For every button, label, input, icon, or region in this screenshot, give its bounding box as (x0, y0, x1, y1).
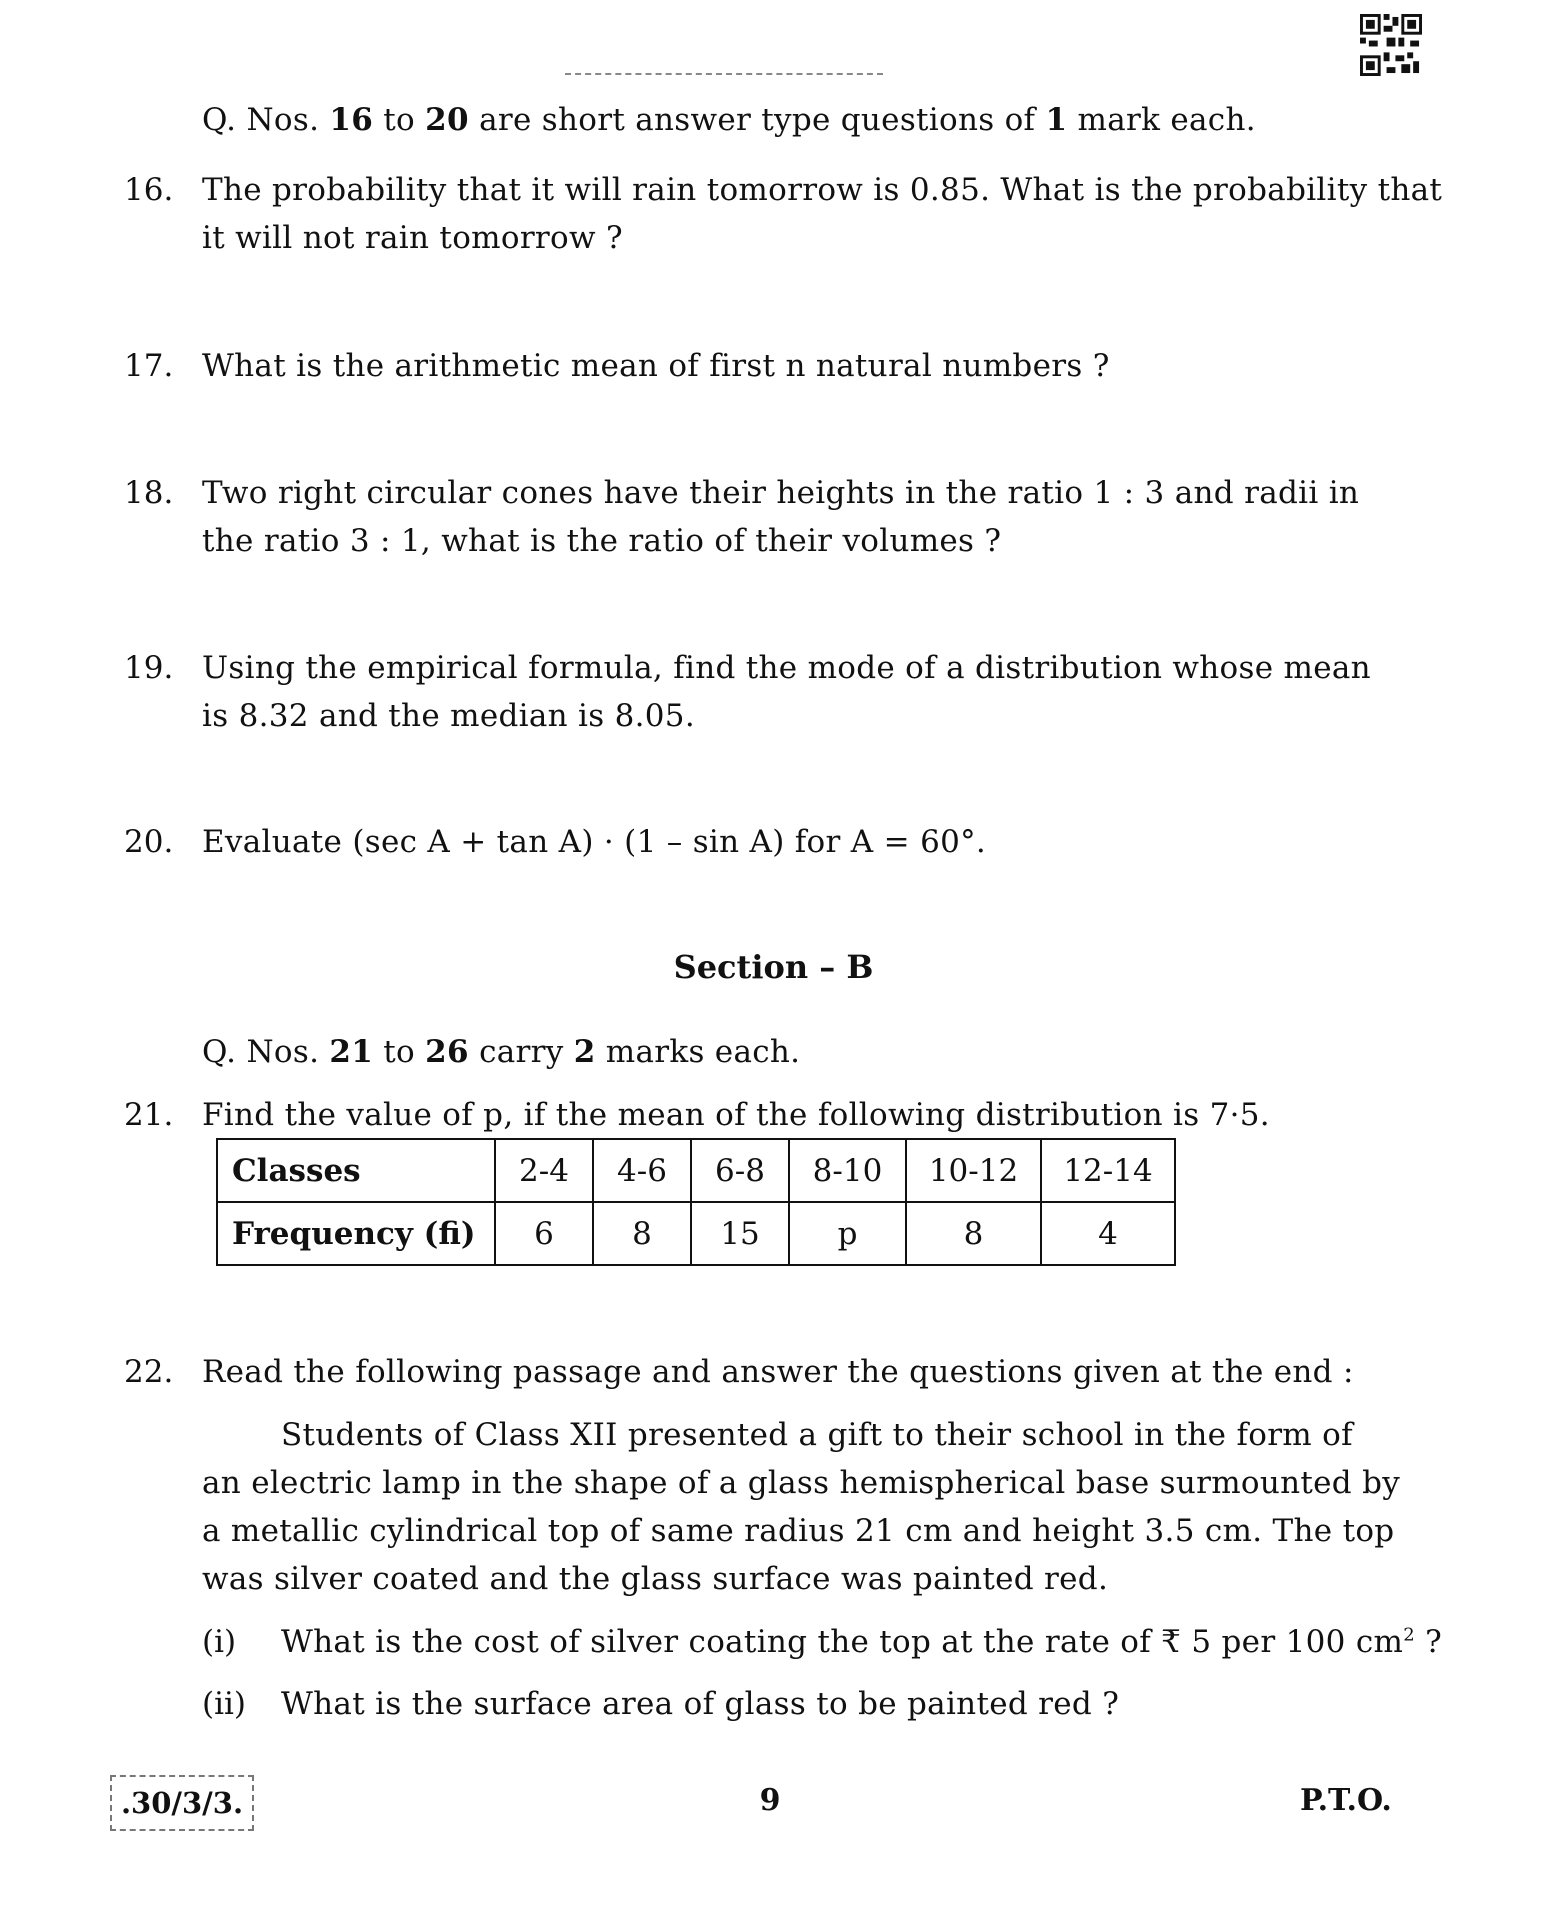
question-number: 16. (124, 172, 174, 208)
instruction-number: 2 (573, 1034, 596, 1070)
question-16-line-2: it will not rain tomorrow ? (202, 220, 623, 256)
sub-question-number: (ii) (202, 1686, 247, 1722)
question-number: 22. (124, 1354, 174, 1390)
table-cell: 2-4 (495, 1139, 593, 1202)
section-a-instruction (202, 96, 1256, 144)
question-number: 21. (124, 1097, 174, 1133)
table-row-header: Frequency (fi) (217, 1202, 495, 1265)
question-16-line-1: The probability that it will rain tomorrow is 0.85. What is the probability that (202, 172, 1443, 208)
instruction-text: carry (468, 1034, 574, 1070)
question-17-line-1: What is the arithmetic mean of first n natural numbers ? (202, 348, 1110, 384)
sub-question-ii: What is the surface area of glass to be painted red ? (281, 1686, 1120, 1722)
table-cell: 12-14 (1041, 1139, 1175, 1202)
passage-line-3: a metallic cylindrical top of same radius 21 cm and height 3.5 cm. The top (202, 1513, 1395, 1549)
instruction-text: Q. Nos. (202, 102, 330, 138)
table-cell: 4-6 (593, 1139, 691, 1202)
superscript: 2 (1403, 1624, 1415, 1646)
question-19-line-2: is 8.32 and the median is 8.05. (202, 698, 695, 734)
question-21-text: Find the value of p, if the mean of the following distribution is 7·5. (202, 1097, 1270, 1133)
table-row (217, 1139, 1175, 1202)
table-cell: 15 (691, 1202, 789, 1265)
question-number: 17. (124, 348, 174, 384)
table-cell: 6 (495, 1202, 593, 1265)
table-cell: 8 (906, 1202, 1041, 1265)
sub-question-number: (i) (202, 1624, 237, 1660)
instruction-number: 1 (1045, 102, 1068, 138)
instruction-number: 21 (329, 1034, 374, 1070)
frequency-table (216, 1138, 1176, 1266)
table-cell: p (789, 1202, 906, 1265)
table-row (217, 1202, 1175, 1265)
question-22-text: Read the following passage and answer the questions given at the end : (202, 1354, 1354, 1390)
instruction-number: 26 (425, 1034, 469, 1070)
question-18-line-1: Two right circular cones have their heights in the ratio 1 : 3 and radii in (202, 475, 1360, 511)
table-cell: 8 (593, 1202, 691, 1265)
question-number: 18. (124, 475, 174, 511)
instruction-text: marks each. (595, 1034, 801, 1070)
passage-line-2: an electric lamp in the shape of a glass hemispherical base surmounted by (202, 1465, 1401, 1501)
instruction-text: are short answer type questions of (468, 102, 1046, 138)
table-cell: 6-8 (691, 1139, 789, 1202)
question-19-line-1: Using the empirical formula, find the mode of a distribution whose mean (202, 650, 1371, 686)
instruction-number: 16 (329, 102, 374, 138)
qr-code-icon (1360, 14, 1422, 76)
instruction-number: 20 (425, 102, 469, 138)
question-18-line-2: the ratio 3 : 1, what is the ratio of their volumes ? (202, 523, 1002, 559)
page-number: 9 (759, 1783, 781, 1818)
table-cell: 10-12 (906, 1139, 1041, 1202)
question-20-line-1: Evaluate (sec A + tan A) · (1 – sin A) for A = 60°. (202, 824, 987, 860)
instruction-text: Q. Nos. (202, 1034, 330, 1070)
sub-question-text: What is the cost of silver coating the top at the rate of ₹ 5 per 100 cm (281, 1624, 1404, 1660)
header-dashed-line (565, 73, 883, 75)
instruction-text: to (373, 102, 426, 138)
instruction-text: mark each. (1067, 102, 1256, 138)
section-b-instruction (202, 1028, 800, 1076)
section-b-title: Section – B (673, 948, 874, 986)
sub-question-i (281, 1618, 1442, 1666)
passage-line-4: was silver coated and the glass surface was painted red. (202, 1561, 1109, 1597)
sub-question-text: ? (1414, 1624, 1443, 1660)
passage-line-1: Students of Class XII presented a gift to their school in the form of (281, 1417, 1353, 1453)
paper-code: .30/3/3. (110, 1775, 254, 1831)
question-number: 20. (124, 824, 174, 860)
table-row-header: Classes (217, 1139, 495, 1202)
table-cell: 4 (1041, 1202, 1175, 1265)
question-number: 19. (124, 650, 174, 686)
instruction-text: to (373, 1034, 426, 1070)
table-cell: 8-10 (789, 1139, 906, 1202)
pto-label: P.T.O. (1300, 1783, 1392, 1818)
